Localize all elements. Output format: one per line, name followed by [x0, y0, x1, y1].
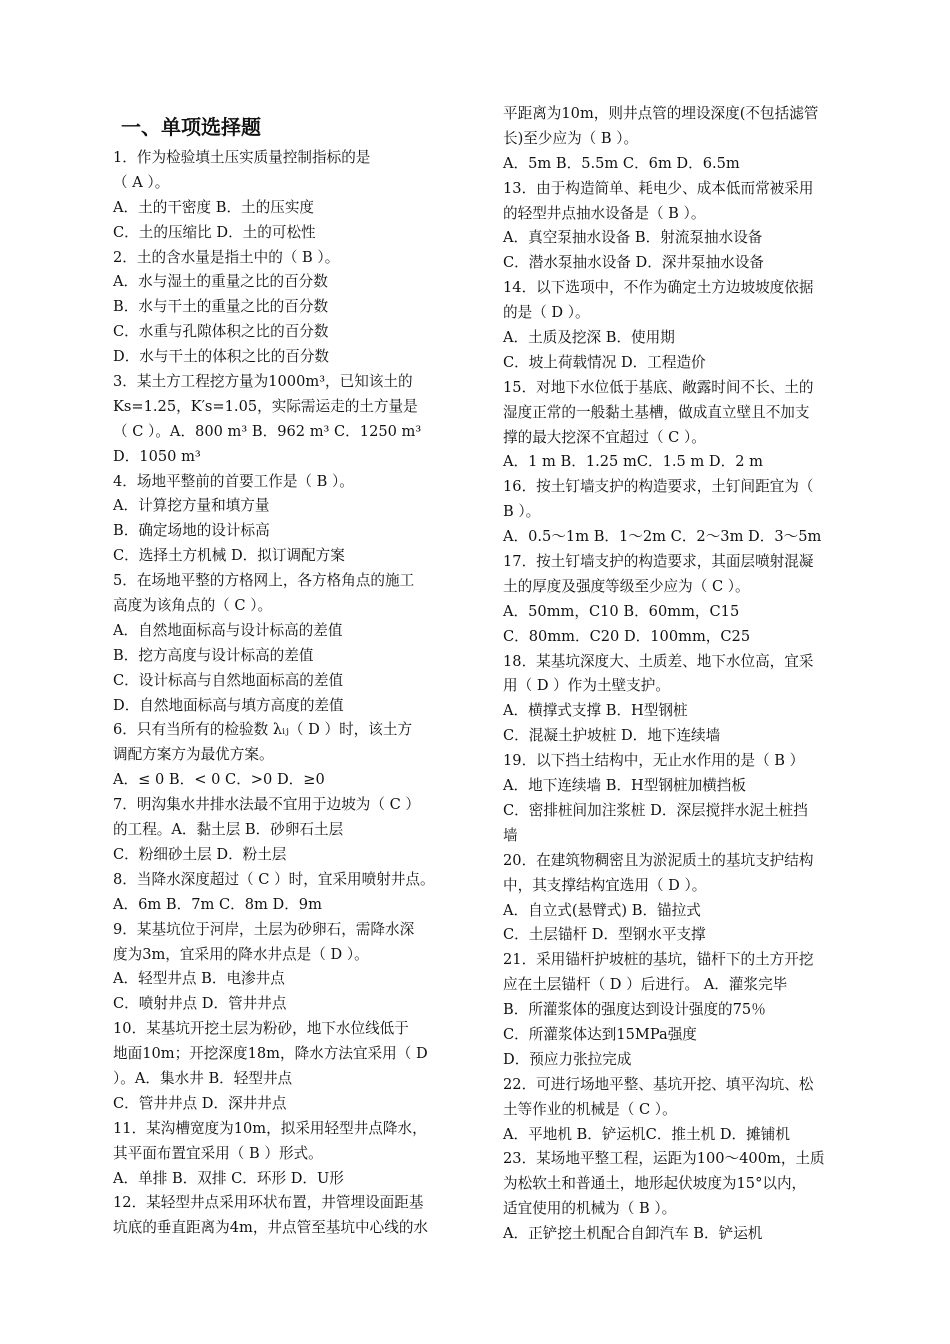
- text-line: B．挖方高度与设计标高的差值: [113, 646, 314, 664]
- text-line: ）。A．集水井 B．轻型井点: [113, 1069, 293, 1087]
- text-line: D．自然地面标高与填方高度的差值: [113, 696, 344, 714]
- text-line: A．地下连续墙 B．H型钢桩加横挡板: [503, 777, 746, 795]
- text-line: 16．按土钉墙支护的构造要求，土钉间距宜为（: [503, 478, 814, 496]
- text-line: 22．可进行场地平整、基坑开挖、填平沟坑、松: [503, 1075, 814, 1093]
- text-line: 15．对地下水位低于基底、敞露时间不长、土的: [503, 378, 814, 396]
- text-line: 9．某基坑位于河岸，土层为砂卵石，需降水深: [113, 920, 415, 938]
- right-column: [503, 102, 863, 1247]
- text-line: 13．由于构造简单、耗电少、成本低而常被采用: [503, 179, 814, 197]
- text-line: D．1050 m³: [113, 447, 201, 465]
- text-line: 应在土层锚杆（ D ）后进行。 A．灌浆完毕: [503, 976, 788, 994]
- text-line: 5．在场地平整的方格网上，各方格角点的施工: [113, 572, 415, 590]
- text-line: 长)至少应为（ B ）。: [503, 129, 639, 147]
- text-line: A．土的干密度 B．土的压实度: [113, 198, 315, 216]
- text-line: C．80mm．C20 D．100mm，C25: [503, 627, 751, 645]
- text-line: C．所灌浆体达到15MPa强度: [503, 1025, 697, 1043]
- text-line: C．设计标高与自然地面标高的差值: [113, 671, 344, 689]
- text-line: （ A ）。: [113, 173, 170, 191]
- right-text: [503, 102, 863, 1247]
- text-line: A．0.5～1m B．1～2m C．2～3m D．3～5m: [503, 528, 822, 546]
- text-line: A．轻型井点 B．电渗井点: [113, 970, 285, 988]
- text-line: 高度为该角点的（ C ）。: [113, 597, 273, 615]
- text-line: A．平地机 B．铲运机C．推土机 D．摊铺机: [503, 1125, 790, 1143]
- text-line: 14．以下选项中，不作为确定土方边坡坡度依据: [503, 279, 814, 297]
- text-line: 23．某场地平整工程，运距为100～400m，土质: [503, 1150, 825, 1168]
- text-line: 度为3m，宜采用的降水井点是（ D ）。: [113, 945, 369, 963]
- text-line: 湿度正常的一般黏土基槽，做成直立壁且不加支: [503, 403, 810, 421]
- text-line: B．所灌浆体的强度达到设计强度的75％: [503, 1001, 766, 1019]
- text-line: C．水重与孔隙体积之比的百分数: [113, 323, 329, 341]
- text-line: A．50mm，C10 B．60mm，C15: [503, 602, 740, 620]
- text-line: 12．某轻型井点采用环状布置，井管埋设面距基: [113, 1194, 424, 1212]
- text-line: C．坡上荷载情况 D．工程造价: [503, 353, 706, 371]
- text-line: C．选择土方机械 D．拟订调配方案: [113, 547, 345, 565]
- text-line: A．1 m B．1.25 mC．1.5 m D．2 m: [503, 453, 763, 471]
- text-line: A．≤ 0 B．< 0 C．>0 D．≥0: [113, 771, 325, 789]
- text-line: A．自然地面标高与设计标高的差值: [113, 621, 343, 639]
- text-line: 19．以下挡土结构中，无止水作用的是（ B ）: [503, 752, 805, 770]
- text-line: B．确定场地的设计标高: [113, 522, 270, 540]
- text-line: A．自立式(悬臂式) B．锚拉式: [503, 901, 701, 919]
- text-line: A．真空泵抽水设备 B．射流泵抽水设备: [503, 229, 763, 247]
- text-line: 6．只有当所有的检验数 λᵢⱼ（ D ）时，该土方: [113, 721, 413, 739]
- text-line: B．水与干土的重量之比的百分数: [113, 298, 329, 316]
- text-line: 8．当降水深度超过（ C ）时，宜采用喷射井点。: [113, 870, 435, 888]
- text-line: 20．在建筑物稠密且为淤泥质土的基坑支护结构: [503, 851, 814, 869]
- section-title: 一、单项选择题: [121, 115, 261, 139]
- text-line: A．计算挖方量和填方量: [113, 497, 270, 515]
- text-line: A．土质及挖深 B．使用期: [503, 329, 675, 347]
- text-line: C．土的压缩比 D．土的可松性: [113, 223, 316, 241]
- text-line: 3．某土方工程挖方量为1000m³，已知该土的: [113, 373, 413, 391]
- text-line: 调配方案方为最优方案。: [113, 746, 274, 764]
- text-line: 土的厚度及强度等级至少应为（ C ）。: [503, 577, 750, 595]
- text-line: 其平面布置宜采用（ B ）形式。: [113, 1144, 323, 1162]
- text-line: A．横撑式支撑 B．H型钢桩: [503, 702, 688, 720]
- left-column: [113, 102, 478, 1241]
- text-line: 坑底的垂直距离为4m，井点管至基坑中心线的水: [113, 1219, 429, 1237]
- text-line: Ks=1.25，K′s=1.05，实际需运走的土方量是: [113, 397, 418, 415]
- text-line: 11．某沟槽宽度为10m，拟采用轻型井点降水，: [113, 1119, 427, 1137]
- text-line: C．管井井点 D．深井井点: [113, 1094, 287, 1112]
- text-line: 用（ D ）作为土壁支护。: [503, 677, 670, 695]
- text-line: 17．按土钉墙支护的构造要求，其面层喷射混凝: [503, 553, 814, 571]
- text-line: 7．明沟集水井排水法最不宜用于边坡为（ C ）: [113, 796, 421, 814]
- text-line: 撑的最大挖深不宜超过（ C ）。: [503, 428, 706, 446]
- text-line: A．6m B．7m C．8m D．9m: [113, 895, 322, 913]
- text-line: C．喷射井点 D．管井井点: [113, 995, 287, 1013]
- text-line: C．土层锚杆 D．型钢水平支撑: [503, 926, 706, 944]
- text-line: （ C ）。A．800 m³ B．962 m³ C．1250 m³: [113, 422, 422, 440]
- text-line: 10．某基坑开挖土层为粉砂，地下水位线低于: [113, 1020, 409, 1038]
- text-line: C．密排桩间加注浆桩 D．深层搅拌水泥土桩挡: [503, 801, 808, 819]
- left-text: [113, 146, 478, 1241]
- text-line: A．单排 B．双排 C．环形 D．U形: [113, 1169, 344, 1187]
- text-line: C．混凝土护坡桩 D．地下连续墙: [503, 727, 721, 745]
- text-line: C．粉细砂土层 D．粉土层: [113, 845, 287, 863]
- text-line: A．正铲挖土机配合自卸汽车 B．铲运机: [503, 1225, 763, 1243]
- text-line: 土等作业的机械是（ C ）。: [503, 1100, 677, 1118]
- text-line: 中，其支撑结构宜选用（ D ）。: [503, 876, 707, 894]
- text-line: 2．土的含水量是指土中的（ B ）。: [113, 248, 340, 266]
- text-line: 21．采用锚杆护坡桩的基坑，锚杆下的土方开挖: [503, 951, 814, 969]
- text-line: 的是（ D ）。: [503, 304, 590, 322]
- text-line: 平距离为10m，则井点管的埋设深度(不包括滤管: [503, 105, 819, 122]
- text-line: 1．作为检验填土压实质量控制指标的是: [113, 149, 371, 166]
- text-line: 为松软土和普通土，地形起伏坡度为15°以内，: [503, 1175, 807, 1193]
- text-line: 地面10m；开挖深度18m，降水方法宜采用（ D: [113, 1045, 428, 1063]
- text-line: 的工程。A．黏土层 B．砂卵石土层: [113, 821, 344, 839]
- text-line: A．水与湿土的重量之比的百分数: [113, 273, 328, 291]
- text-line: C．潜水泵抽水设备 D．深井泵抽水设备: [503, 254, 765, 272]
- text-line: A．5m B．5.5m C．6m D．6.5m: [503, 154, 740, 172]
- text-line: 18．某基坑深度大、土质差、地下水位高，宜采: [503, 652, 814, 670]
- text-line: 适宜使用的机械为（ B ）。: [503, 1200, 677, 1218]
- text-line: 4．场地平整前的首要工作是（ B ）。: [113, 472, 354, 490]
- text-line: D．预应力张拉完成: [503, 1050, 632, 1068]
- text-line: D．水与干土的体积之比的百分数: [113, 348, 330, 366]
- text-line: 墙: [503, 826, 518, 844]
- text-line: B ）。: [503, 503, 541, 521]
- text-line: 的轻型井点抽水设备是（ B ）。: [503, 204, 706, 222]
